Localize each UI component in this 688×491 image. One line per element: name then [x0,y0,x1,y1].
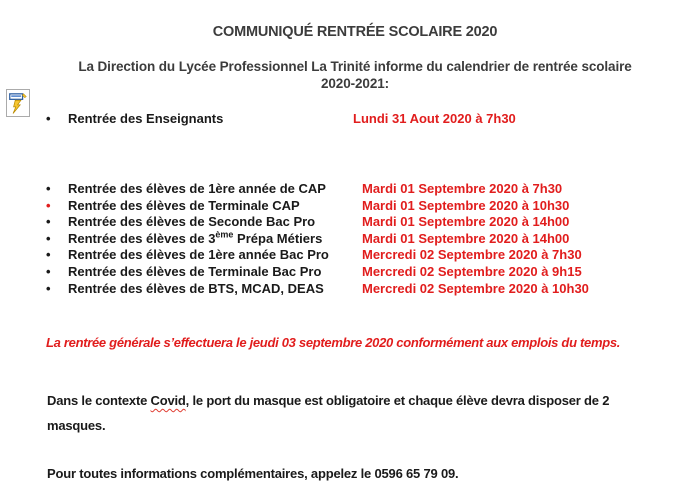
covid-text-after: , le port du masque est obligatoire et chaque élève devra disposer de 2 masques. [47,393,610,433]
label-superscript: ème [215,229,234,240]
schedule-row-enseignants [0,111,688,128]
schedule-label: Rentrée des élèves de BTS, MCAD, DEAS [68,280,324,296]
bullet-icon: • [46,280,51,296]
page-subtitle: La Direction du Lycée Professionnel La Trinité informe du calendrier de rentrée scolaire 2020-2021: [78,59,632,91]
schedule-date: Mercredi 02 Septembre 2020 à 10h30 [362,280,589,296]
schedule-label: Rentrée des élèves de 1ère année de CAP [68,181,326,196]
schedule-label: Rentrée des élèves de Seconde Bac Pro [68,214,316,230]
covid-note [47,388,665,438]
schedule-date: Mercredi 02 Septembre 2020 à 9h15 [362,263,582,279]
general-reentry-note: La rentrée générale s’effectuera le jeudi 03 septembre 2020 conformément aux emplois du temps. [46,335,621,350]
schedule-row-1ere-bacpro [0,247,688,264]
bullet-icon-red: • [46,197,51,213]
schedule-label: Rentrée des élèves de 1ère année Bac Pro [68,247,329,263]
schedule-date: Mercredi 02 Septembre 2020 à 7h30 [362,247,582,263]
schedule-row-seconde-bacpro [0,214,688,231]
schedule-label: Rentrée des élèves de Terminale Bac Pro [68,263,322,279]
schedule-row-3eme-prepa [0,231,688,248]
schedule-label: Rentrée des Enseignants [68,111,224,126]
bullet-icon: • [46,181,51,196]
page-title: COMMUNIQUÉ RENTRÉE SCOLAIRE 2020 [212,24,498,40]
schedule-list [0,181,688,297]
bullet-icon: • [46,247,51,263]
label-suffix: Prépa Métiers [233,230,323,246]
schedule-row-bts-mcad-deas [0,281,688,298]
label-prefix: Rentrée des élèves de 3 [68,230,216,246]
schedule-row-terminale-bacpro [0,264,688,281]
schedule-label: Rentrée des élèves de Terminale CAP [68,197,300,213]
bullet-icon: • [46,111,51,126]
bullet-icon: • [46,263,51,279]
contact-info-note: Pour toutes informations complémentaires, appelez le 0596 65 79 09. [47,466,459,481]
schedule-date: Mardi 01 Septembre 2020 à 14h00 [362,214,570,230]
bullet-icon: • [46,230,51,246]
schedule-row-1ere-cap [0,181,688,198]
covid-word-spellcheck: Covid [150,393,186,408]
schedule-date: Lundi 31 Aout 2020 à 7h30 [353,111,516,126]
schedule-label [68,231,322,246]
bullet-icon: • [46,214,51,230]
covid-text-before: Dans le contexte [47,393,151,408]
schedule-row-terminale-cap [0,198,688,215]
schedule-date: Mardi 01 Septembre 2020 à 7h30 [362,181,563,196]
schedule-date: Mardi 01 Septembre 2020 à 10h30 [362,197,570,213]
schedule-date: Mardi 01 Septembre 2020 à 14h00 [362,230,570,246]
